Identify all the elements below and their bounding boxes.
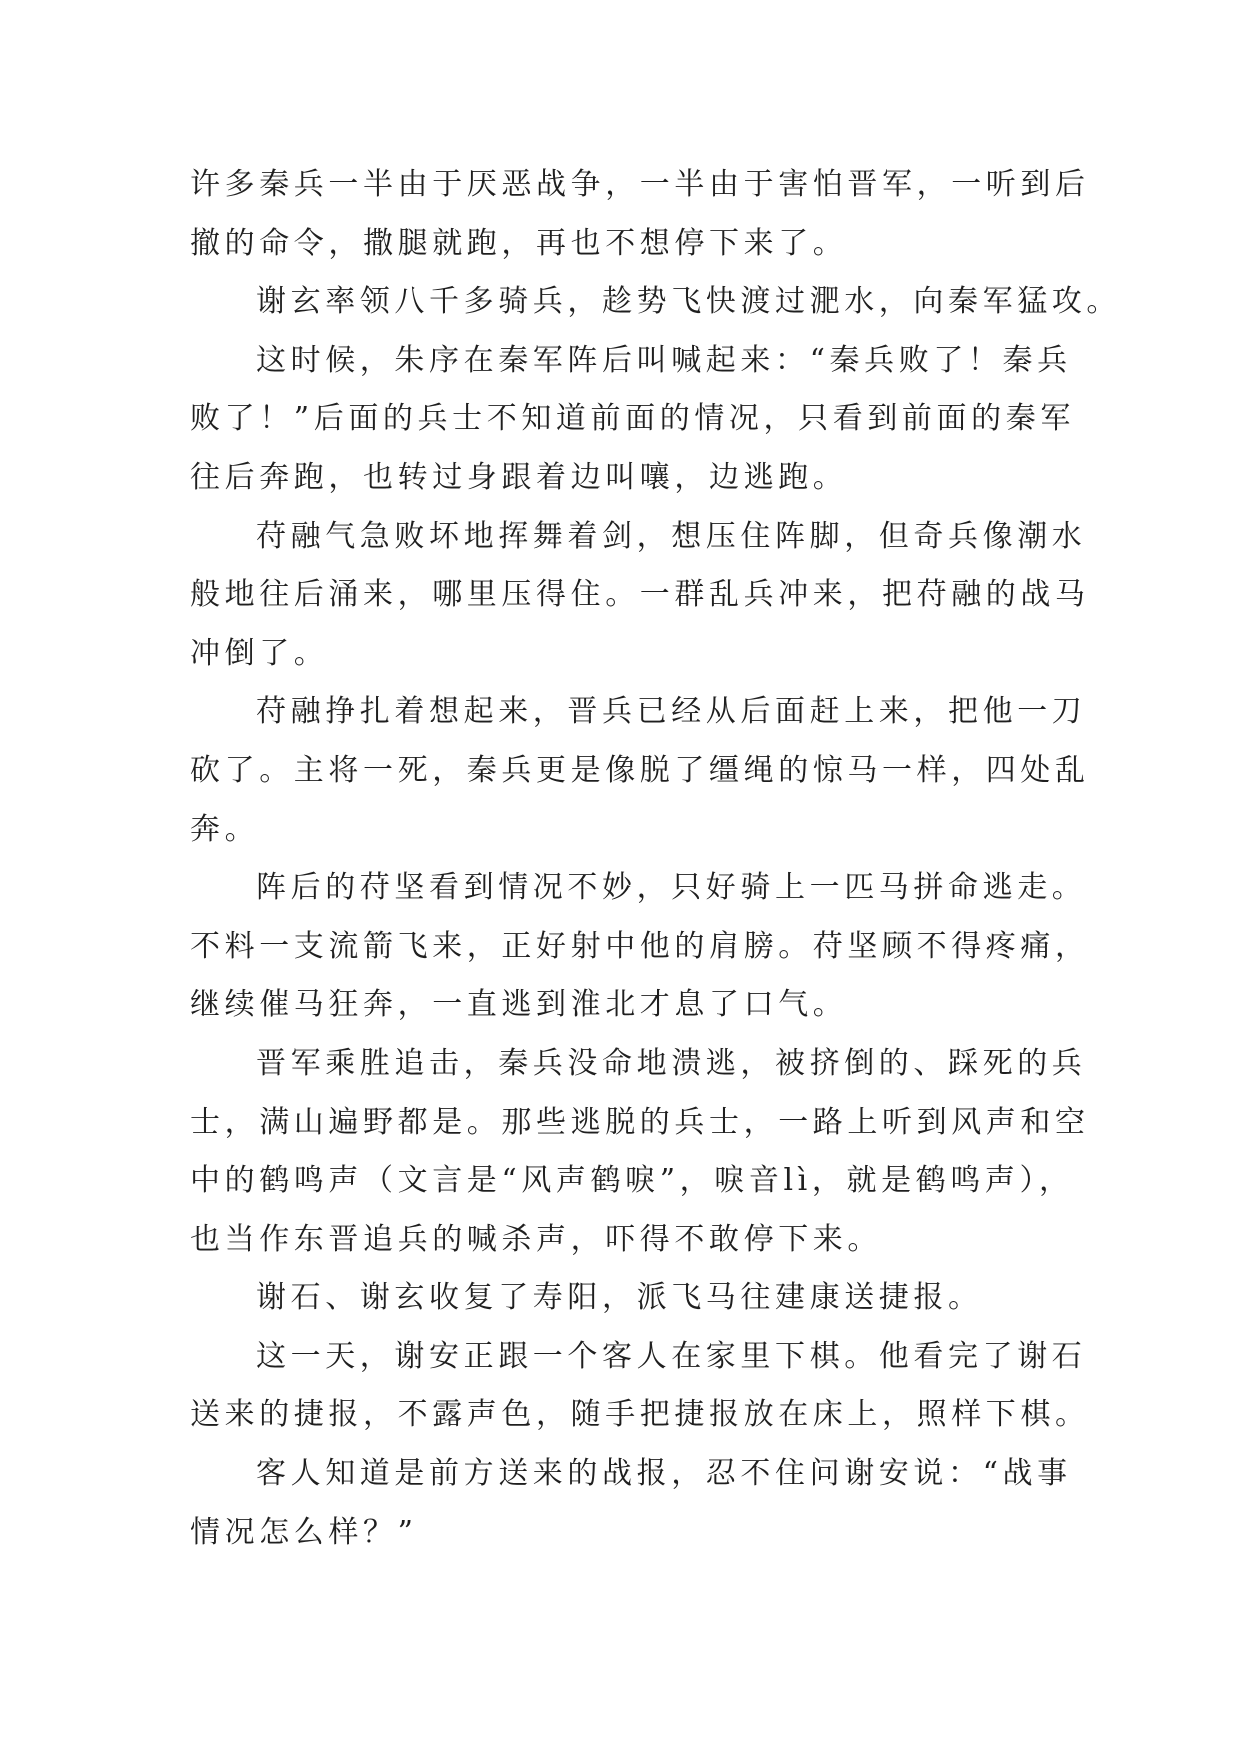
paragraph: [190, 1269, 1070, 1328]
text-line: 谢玄率领八千多骑兵，趁势飞快渡过淝水，向秦军猛攻。: [256, 284, 1121, 320]
paragraph: [190, 1328, 1090, 1445]
text-line: 情况怎么样？”: [190, 1514, 418, 1550]
text-line: 砍了。主将一死，秦兵更是像脱了缰绳的惊马一样，四处乱: [190, 752, 1090, 788]
text-line: 不料一支流箭飞来，正好射中他的肩膀。苻坚顾不得疼痛，: [190, 928, 1090, 964]
text-line: 往后奔跑，也转过身跟着边叫嚷，边逃跑。: [190, 459, 848, 495]
text-line: 许多秦兵一半由于厌恶战争，一半由于害怕晋军，一听到后: [190, 167, 1090, 202]
paragraph: [190, 332, 1075, 508]
paragraph: [190, 156, 1090, 273]
text-line: 这时候，朱序在秦军阵后叫喊起来：“秦兵败了！秦兵: [256, 342, 1072, 378]
text-line: 奔。: [190, 811, 260, 847]
text-line: 谢石、谢玄收复了寿阳，派飞马往建康送捷报。: [256, 1280, 983, 1316]
text-line: 苻融气急败坏地挥舞着剑，想压住阵脚，但奇兵像潮水: [256, 518, 1087, 554]
paragraph: [190, 1035, 1090, 1269]
paragraph: [190, 508, 1090, 684]
text-line: 冲倒了。: [190, 635, 329, 671]
text-line: 晋军乘胜追击，秦兵没命地溃逃，被挤倒的、踩死的兵: [256, 1045, 1087, 1081]
text-line: 继续催马狂奔，一直逃到淮北才息了口气。: [190, 987, 848, 1023]
paragraph: [190, 273, 1121, 332]
text-line: 苻融挣扎着想起来，晋兵已经从后面赶上来，把他一刀: [256, 694, 1087, 730]
text-line: 般地往后涌来，哪里压得住。一群乱兵冲来，把苻融的战马: [190, 577, 1090, 613]
paragraph: [190, 859, 1090, 1035]
text-line: 这一天，谢安正跟一个客人在家里下棋。他看完了谢石: [256, 1338, 1087, 1374]
body-text: [190, 156, 1121, 1562]
paragraph: [190, 683, 1090, 859]
text-line: 中的鹤鸣声（文言是“风声鹤唳”，唳音lì，就是鹤鸣声），: [190, 1163, 1074, 1199]
paragraph: [190, 1445, 1070, 1562]
text-line: 阵后的苻坚看到情况不妙，只好骑上一匹马拼命逃走。: [256, 870, 1087, 906]
text-line: 撤的命令，撒腿就跑，再也不想停下来了。: [190, 225, 848, 261]
text-line: 士，满山遍野都是。那些逃脱的兵士，一路上听到风声和空: [190, 1104, 1090, 1140]
text-line: 败了！”后面的兵士不知道前面的情况，只看到前面的秦军: [190, 401, 1075, 437]
text-line: 也当作东晋追兵的喊杀声，吓得不敢停下来。: [190, 1221, 882, 1257]
text-line: 客人知道是前方送来的战报，忍不住问谢安说：“战事: [256, 1456, 1072, 1492]
text-line: 送来的捷报，不露声色，随手把捷报放在床上，照样下棋。: [190, 1397, 1090, 1433]
